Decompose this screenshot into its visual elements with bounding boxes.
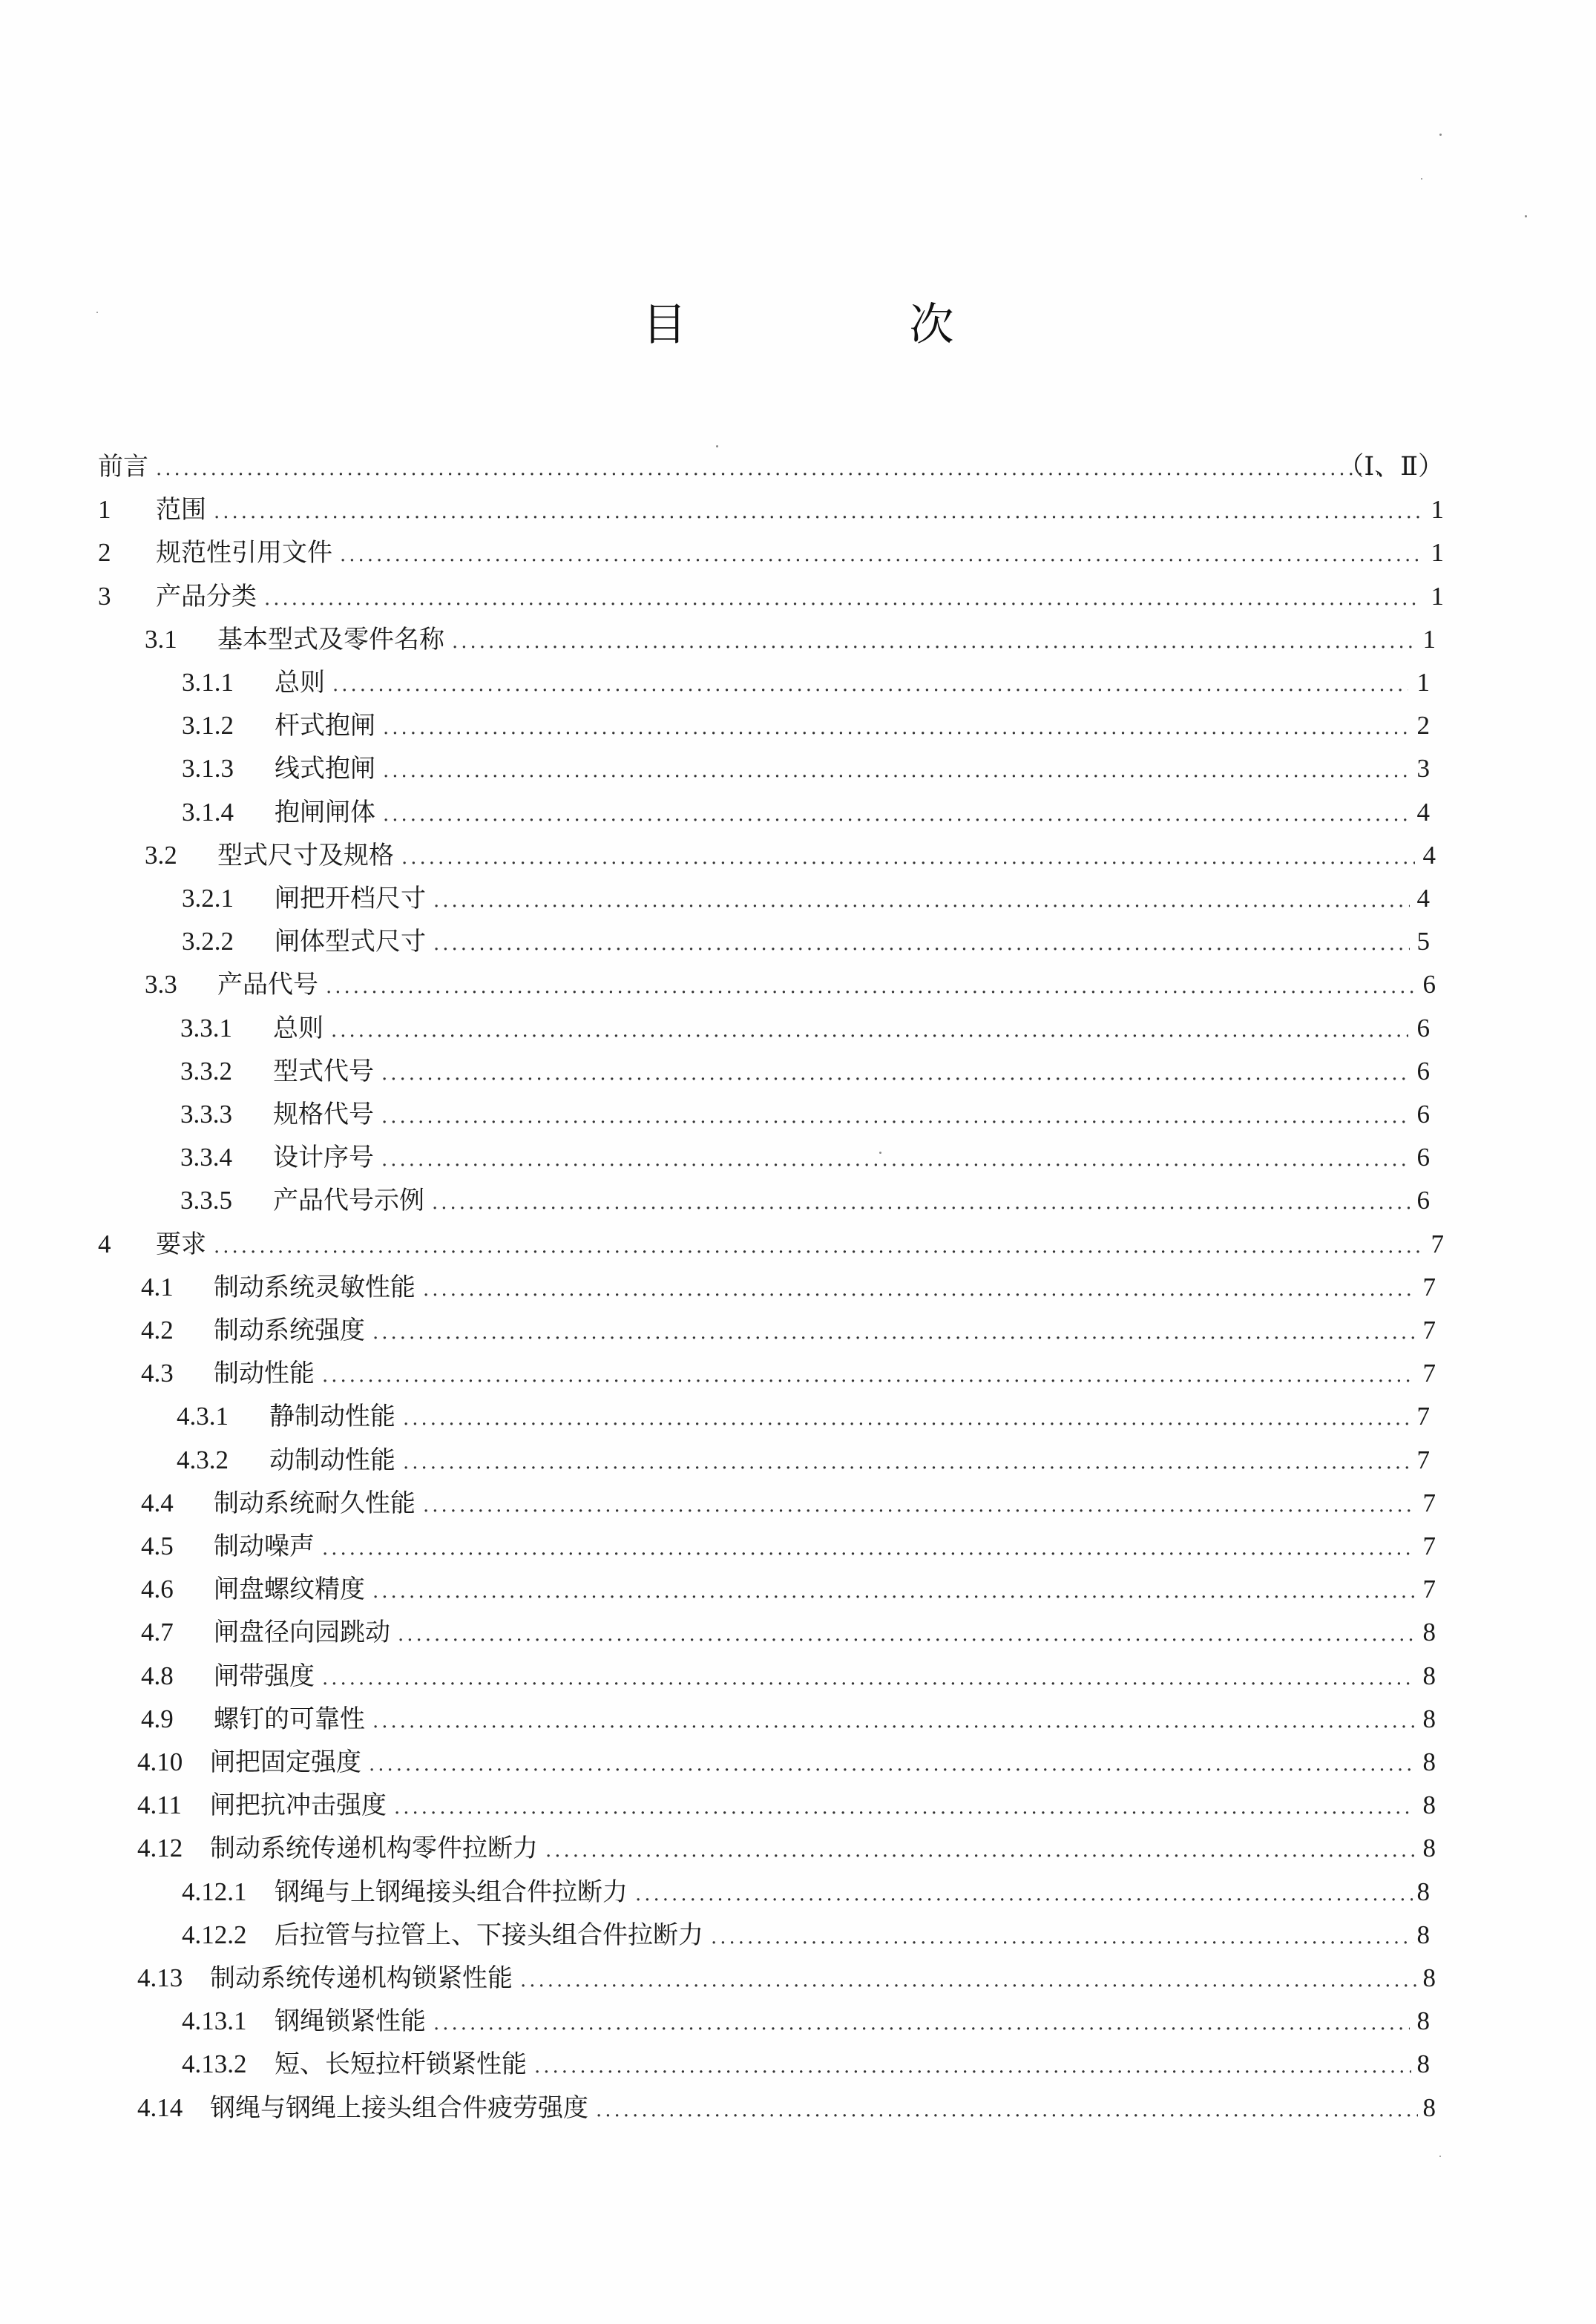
scan-speck: [879, 1152, 881, 1154]
toc-entry-title: 后拉管与拉管上、下接头组合件拉断力: [275, 1920, 703, 1950]
toc-entry: [182, 877, 1430, 920]
scan-speck: [1439, 134, 1442, 136]
toc-leader-dots: [401, 836, 1415, 879]
toc-entry-title: 制动系统传递机构锁紧性能: [210, 1963, 513, 1993]
toc-entry-title: 型式尺寸及规格: [217, 841, 394, 870]
toc-entry-number: 4.8: [141, 1661, 174, 1690]
toc-entry-title: 规格代号: [273, 1100, 374, 1129]
toc-entry-number: 4.3.1: [177, 1402, 229, 1431]
toc-entry-page: 8: [1422, 1963, 1436, 1992]
toc-entry-number: 3.3.2: [180, 1057, 232, 1086]
toc-entry-number: 3.2.2: [182, 927, 234, 956]
toc-entry: [180, 1136, 1430, 1179]
toc-entry-number: 3.2: [145, 841, 177, 870]
toc-leader-dots: [381, 1095, 1409, 1138]
toc-entry-title: 规范性引用文件: [156, 538, 332, 568]
toc-entry: [182, 920, 1430, 963]
toc-entry-number: 3.3.5: [180, 1186, 232, 1215]
toc-entry-title: 螺钉的可靠性: [214, 1704, 365, 1734]
toc-entry-page: 4: [1416, 884, 1430, 913]
toc-entry: [141, 1698, 1436, 1741]
toc-entry: [141, 1352, 1436, 1395]
toc-entry: [141, 1309, 1436, 1352]
toc-leader-dots: [340, 534, 1422, 577]
toc-leader-dots: [156, 447, 1378, 490]
toc-entry-page: 8: [1422, 2093, 1436, 2122]
toc-entry-page: 7: [1416, 1402, 1430, 1431]
toc-entry-page: 1: [1431, 495, 1444, 524]
toc-entry-number: 4.6: [141, 1575, 174, 1604]
toc-entry-title: 总则: [273, 1014, 324, 1043]
toc-entry-number: 4.3.2: [177, 1445, 229, 1474]
toc-entry: [177, 1395, 1430, 1438]
toc-entry: [182, 2043, 1430, 2086]
toc-entry: [182, 1914, 1430, 1957]
toc-entry-page: 8: [1422, 1834, 1436, 1862]
toc-entry-title: 杆式抱闸: [275, 711, 375, 741]
toc-entry-number: 4.12.1: [182, 1877, 247, 1906]
toc-entry: [177, 1439, 1430, 1482]
toc-entry-page: 6: [1416, 1143, 1430, 1172]
scan-speck: [716, 445, 718, 447]
toc-entry-number: 4.12.2: [182, 1920, 247, 1949]
toc-leader-dots: [452, 620, 1416, 663]
toc-entry-number: 4.4: [141, 1488, 174, 1517]
toc-leader-dots: [383, 793, 1409, 836]
toc-leader-dots: [433, 2002, 1410, 2045]
toc-entry-number: 4.11: [137, 1790, 182, 1819]
toc-entry-title: 总则: [275, 668, 325, 697]
toc-leader-dots: [433, 879, 1410, 922]
toc-leader-dots: [394, 1786, 1415, 1829]
toc-entry-title: 型式代号: [273, 1057, 374, 1086]
toc-leader-dots: [433, 922, 1410, 965]
toc-entry-title: 线式抱闸: [275, 754, 375, 784]
scan-speck: [96, 312, 98, 313]
toc-leader-dots: [381, 1052, 1409, 1095]
toc-entry-title: 要求: [156, 1230, 206, 1259]
toc-entry-title: 动制动性能: [269, 1445, 395, 1475]
toc-entry-number: 3.3.1: [180, 1014, 232, 1043]
toc-entry-title: 闸把开档尺寸: [275, 884, 426, 913]
toc-entry: [145, 618, 1436, 661]
toc-entry: [141, 1525, 1436, 1568]
toc-entry-page: 7: [1431, 1230, 1444, 1258]
toc-entry-number: 4.7: [141, 1618, 174, 1647]
toc-entry: [137, 1827, 1436, 1870]
toc-leader-dots: [332, 663, 1408, 706]
toc-entry-title: 产品代号: [217, 970, 318, 999]
toc-entry-title: 闸盘螺纹精度: [214, 1575, 365, 1604]
toc-entry: [141, 1568, 1436, 1611]
toc-entry-title: 制动噪声: [214, 1532, 315, 1561]
toc-entry-number: 4.12: [137, 1834, 183, 1862]
toc-entry-number: 3.3.4: [180, 1143, 232, 1172]
toc-entry-number: 3.1.3: [182, 754, 234, 783]
toc-leader-dots: [214, 490, 1421, 534]
toc-entry-title: 抱闸闸体: [275, 798, 375, 827]
toc-entry-page: 1: [1416, 668, 1430, 697]
toc-leader-dots: [545, 1829, 1417, 1872]
toc-entry-page: 5: [1416, 927, 1430, 956]
toc-entry: [182, 1871, 1430, 1914]
toc-leader-dots: [423, 1484, 1416, 1527]
toc-entry: [141, 1482, 1436, 1525]
toc-entry-number: 4.1: [141, 1273, 174, 1301]
toc-leader-dots: [326, 965, 1414, 1008]
toc-entry: [141, 1266, 1436, 1309]
toc-leader-dots: [372, 1700, 1415, 1743]
toc-entry-number: 4.13: [137, 1963, 183, 1992]
toc-entry-page: 2: [1416, 711, 1430, 740]
toc-entry: [137, 2087, 1436, 2130]
toc-entry-page: 8: [1422, 1704, 1436, 1733]
toc-entry-page: 7: [1422, 1359, 1436, 1388]
toc-entry-number: 4.10: [137, 1747, 183, 1776]
toc-entry-number: 3.3.3: [180, 1100, 232, 1129]
toc-entry-page: 7: [1422, 1532, 1436, 1560]
toc-entry-number: 4.13.1: [182, 2006, 247, 2035]
toc-entry-page: 7: [1422, 1575, 1436, 1604]
page-title: 目 次: [642, 299, 1043, 351]
toc-entry-number: 3.2.1: [182, 884, 234, 913]
toc-entry-number: 4.14: [137, 2093, 183, 2122]
toc-entry: [137, 1957, 1436, 2000]
toc-entry: [180, 1179, 1430, 1222]
toc-leader-dots: [398, 1613, 1415, 1656]
toc-entry-title: 闸把固定强度: [210, 1747, 361, 1777]
toc-entry: [182, 661, 1430, 704]
toc-entry-page: 6: [1416, 1100, 1430, 1129]
toc-leader-dots: [635, 1873, 1413, 1916]
toc-entry: [145, 834, 1436, 877]
toc-entry-page: 6: [1416, 1057, 1430, 1086]
toc-entry: [137, 1741, 1436, 1784]
toc-entry-title: 基本型式及零件名称: [217, 625, 444, 654]
toc-leader-dots: [534, 2045, 1411, 2088]
toc-entry-page: 7: [1416, 1445, 1430, 1474]
toc-entry-page: 7: [1422, 1273, 1436, 1301]
toc-leader-dots: [372, 1311, 1415, 1354]
toc-entry-title: 制动系统传递机构零件拉断力: [210, 1834, 538, 1863]
toc-leader-dots: [322, 1657, 1414, 1700]
scan-speck: [1421, 178, 1422, 180]
toc-leader-dots: [322, 1354, 1414, 1397]
toc-entry: [141, 1655, 1436, 1698]
toc-entry-page: 1: [1422, 625, 1436, 654]
toc-entry-page: 1: [1431, 582, 1444, 611]
toc-entry-page: 8: [1422, 1747, 1436, 1776]
toc-entry-page: 3: [1416, 754, 1430, 783]
toc-entry: [98, 1223, 1444, 1266]
toc-entry: [145, 963, 1436, 1006]
toc-entry: [98, 488, 1444, 531]
toc-entry-title: 闸把抗冲击强度: [210, 1790, 387, 1820]
toc-leader-dots: [331, 1009, 1408, 1052]
toc-entry-number: 3.1.4: [182, 798, 234, 827]
toc-entry-number: 4.2: [141, 1316, 174, 1345]
toc-entry: [98, 445, 1444, 488]
toc-entry-number: 1: [98, 495, 111, 524]
toc-entry: [182, 791, 1430, 834]
toc-leader-dots: [381, 1138, 1409, 1181]
toc-entry-page: 6: [1416, 1186, 1430, 1215]
toc-leader-dots: [369, 1743, 1415, 1786]
toc-entry-title: 制动性能: [214, 1359, 315, 1388]
toc-entry: [180, 1007, 1430, 1050]
toc-leader-dots: [520, 1959, 1416, 2002]
toc-entry-number: 3.1: [145, 625, 177, 654]
toc-leader-dots: [423, 1268, 1416, 1311]
toc-entry-number: 2: [98, 538, 111, 567]
toc-entry-title: 设计序号: [273, 1143, 374, 1172]
toc-leader-dots: [383, 749, 1409, 792]
toc-entry-page: 8: [1422, 1790, 1436, 1819]
toc-entry-page: 4: [1422, 841, 1436, 870]
toc-entry-title: 闸盘径向园跳动: [214, 1618, 390, 1647]
toc-entry: [180, 1093, 1430, 1136]
toc-entry: [182, 2000, 1430, 2043]
toc-entry: [98, 575, 1444, 618]
toc-entry-page: 4: [1416, 798, 1430, 827]
scan-speck: [1439, 2156, 1441, 2157]
toc-leader-dots: [711, 1916, 1413, 1959]
toc-entry-page: 1: [1431, 538, 1444, 567]
toc-leader-dots: [322, 1527, 1414, 1570]
toc-entry-title: 短、长短拉杆锁紧性能: [275, 2049, 527, 2079]
toc-entry-title: 制动系统耐久性能: [214, 1488, 416, 1518]
toc-leader-dots: [596, 2089, 1418, 2132]
toc-entry-title: 前言: [98, 452, 148, 482]
toc-entry-page: 8: [1422, 1618, 1436, 1647]
toc-entry-page: 7: [1422, 1316, 1436, 1345]
toc-entry-number: 3.1.1: [182, 668, 234, 697]
toc-entry-number: 3.3: [145, 970, 177, 999]
toc-entry-page: （Ⅰ、Ⅱ）: [1338, 452, 1444, 481]
toc-entry: [141, 1611, 1436, 1654]
toc-entry-page: 8: [1416, 1920, 1430, 1949]
toc-entry-number: 4.13.2: [182, 2049, 247, 2078]
toc-entry-number: 4.5: [141, 1532, 174, 1560]
toc-leader-dots: [214, 1225, 1421, 1268]
toc-entry-page: 8: [1416, 2049, 1430, 2078]
toc-entry-page: 6: [1422, 970, 1436, 999]
toc-entry-title: 范围: [156, 495, 206, 525]
toc-leader-dots: [432, 1181, 1410, 1224]
toc-entry-number: 3.1.2: [182, 711, 234, 740]
toc-entry-page: 6: [1416, 1014, 1430, 1043]
toc-leader-dots: [383, 706, 1409, 749]
toc-entry-title: 闸体型式尺寸: [275, 927, 426, 956]
toc-entry-title: 静制动性能: [269, 1402, 395, 1431]
toc-entry-number: 3: [98, 582, 111, 611]
toc-entry-number: 4.3: [141, 1359, 174, 1388]
toc-entry-number: 4: [98, 1230, 111, 1258]
toc-entry: [182, 747, 1430, 790]
toc-entry-title: 钢绳与上钢绳接头组合件拉断力: [275, 1877, 628, 1907]
toc-entry-title: 制动系统强度: [214, 1316, 365, 1345]
toc-entry: [182, 704, 1430, 747]
toc-entry-title: 闸带强度: [214, 1661, 315, 1691]
toc-entry-number: 4.9: [141, 1704, 174, 1733]
scan-speck: [1525, 215, 1527, 217]
toc-entry-page: 8: [1416, 1877, 1430, 1906]
toc-entry-title: 钢绳锁紧性能: [275, 2006, 426, 2036]
toc-entry-title: 产品分类: [156, 582, 257, 611]
toc-leader-dots: [403, 1441, 1410, 1484]
toc-leader-dots: [403, 1397, 1410, 1440]
toc-entry-page: 8: [1416, 2006, 1430, 2035]
toc-leader-dots: [372, 1570, 1415, 1613]
toc-entry: [180, 1050, 1430, 1093]
toc-entry: [98, 531, 1444, 574]
toc-entry-page: 7: [1422, 1488, 1436, 1517]
toc-entry-title: 产品代号示例: [273, 1186, 424, 1215]
toc-entry: [137, 1784, 1436, 1827]
toc-entry-page: 8: [1422, 1661, 1436, 1690]
toc-entry-title: 制动系统灵敏性能: [214, 1273, 416, 1302]
toc-leader-dots: [264, 577, 1422, 620]
toc-entry-title: 钢绳与钢绳上接头组合件疲劳强度: [210, 2093, 588, 2123]
